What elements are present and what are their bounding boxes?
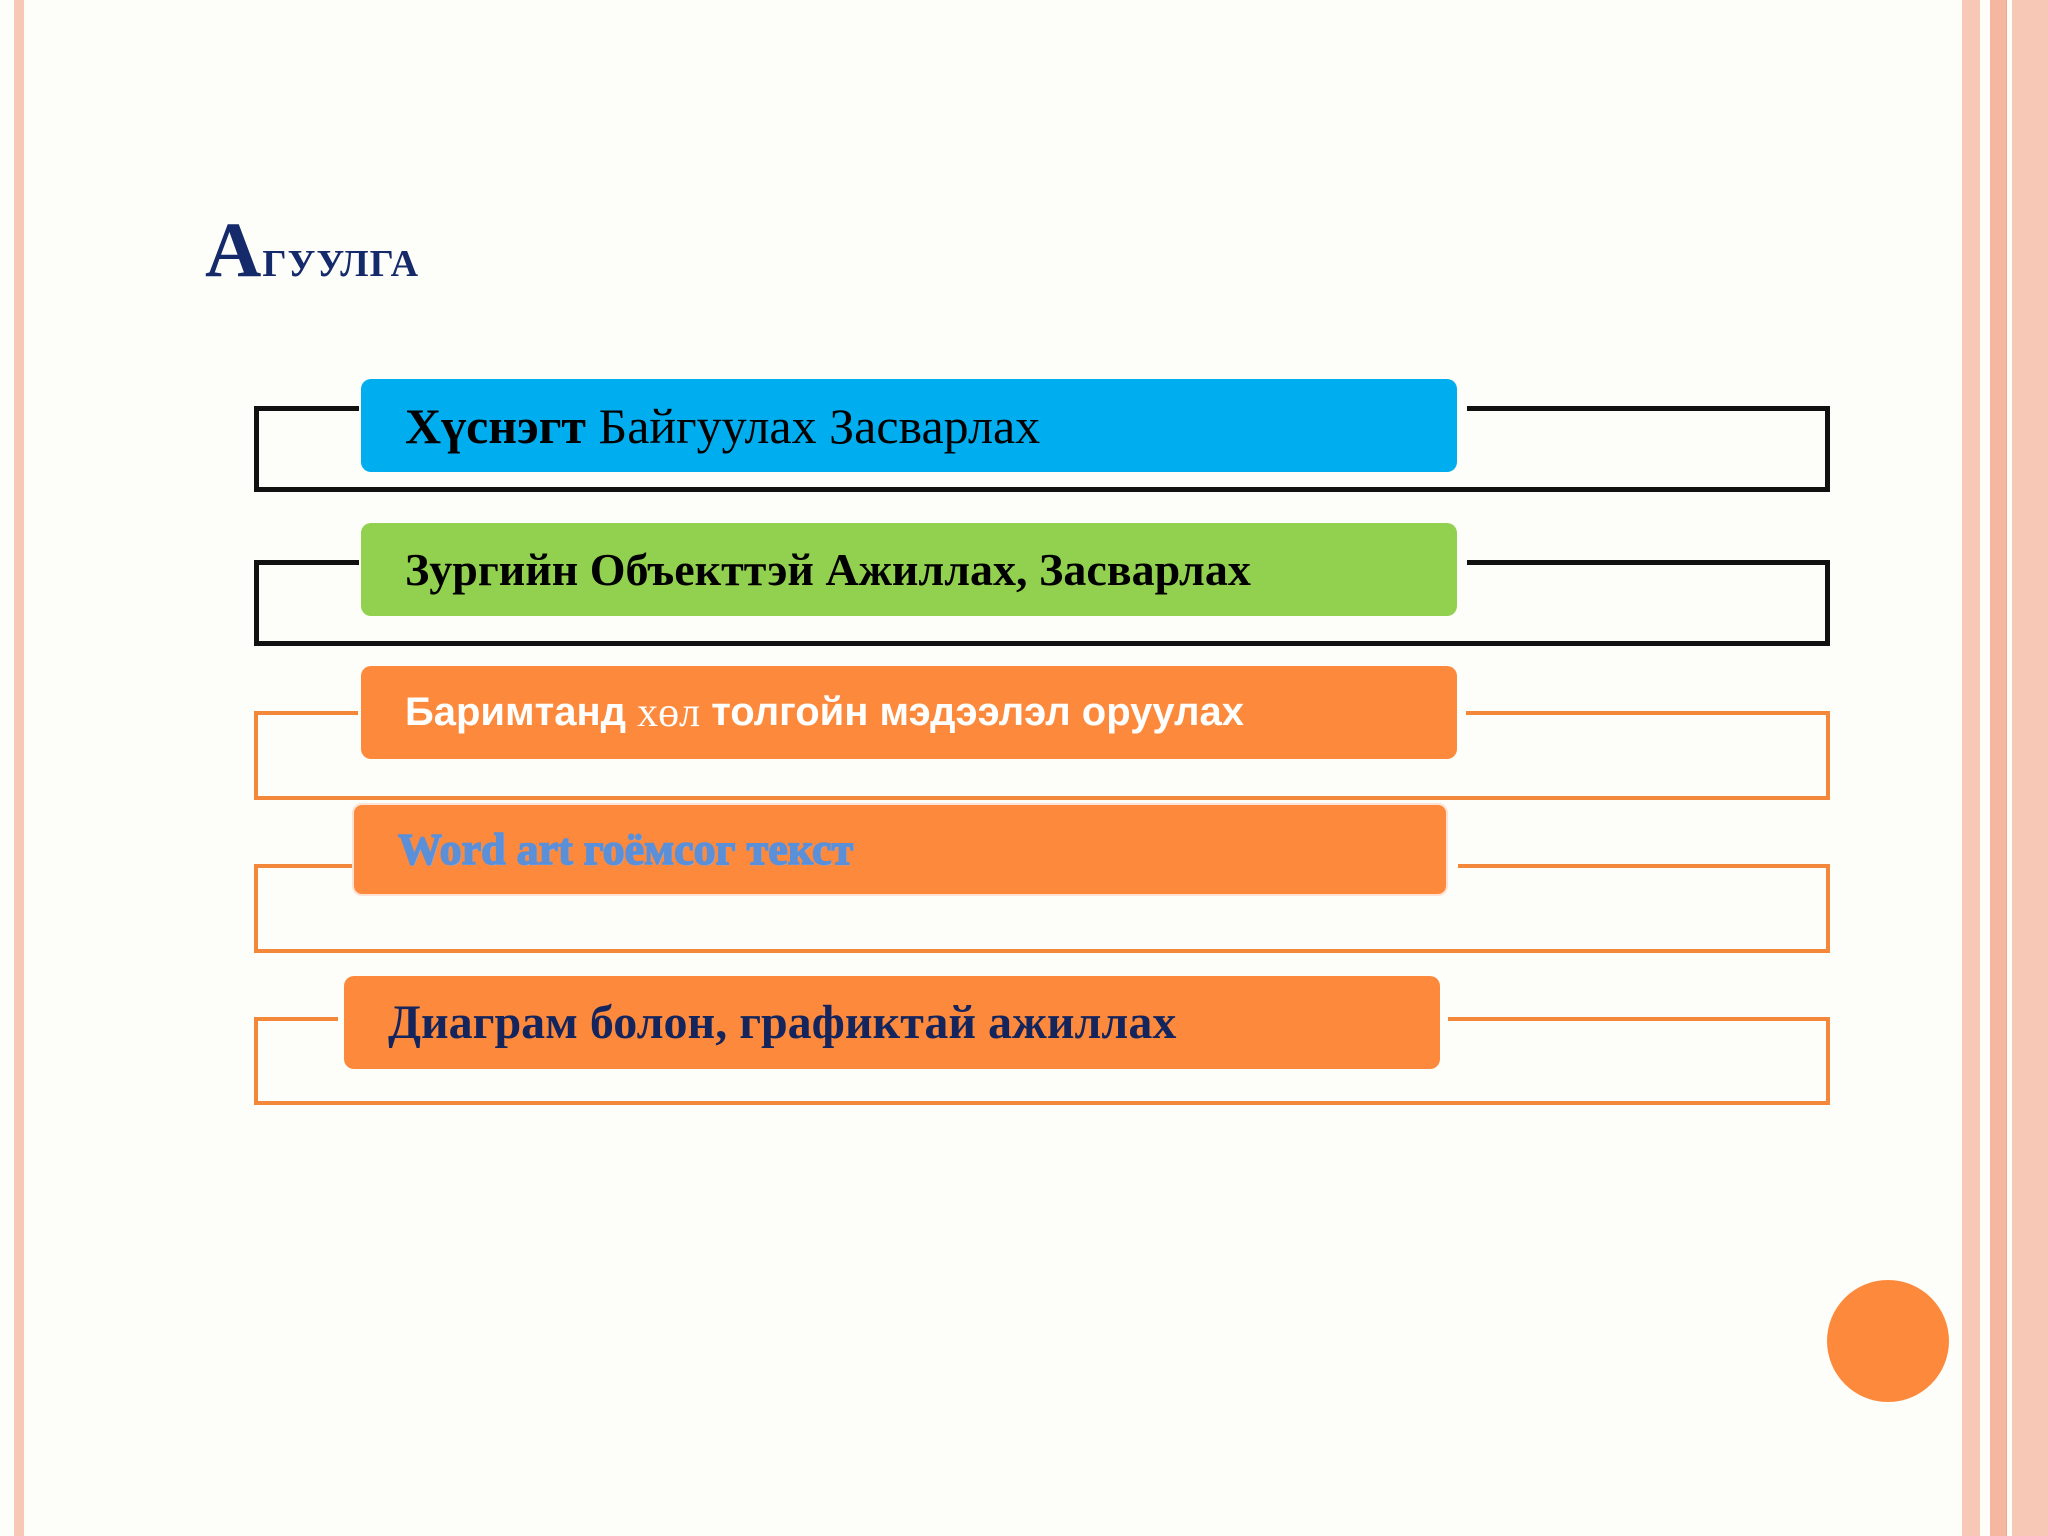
list-item-header-footer-part-b: хөл [637,689,701,736]
slide-title-rest: гуулга [262,228,420,288]
list-item-picture-objects [361,523,1457,616]
left-border-stripe [14,0,24,1536]
list-item-word-art [352,803,1448,896]
slide-title [205,205,419,295]
right-border-stripe-2 [1990,0,2006,1536]
list-item-table [361,379,1457,472]
list-item-picture-objects-label: Зургийн Объекттэй Ажиллах, Засварлах [405,544,1251,595]
right-border-stripe-3 [2012,0,2048,1536]
list-item-word-art-label: Word art гоёмсог текст [398,825,854,874]
list-item-table-rest: Байгуулах Засварлах [585,397,1041,454]
list-item-header-footer [361,666,1457,759]
list-item-table-bold: Хүснэгт [405,397,586,454]
list-item-header-footer-part-a: Баримтанд [405,690,638,734]
list-item-diagram-label: Диаграм болон, графиктай ажиллах [388,996,1177,1049]
list-item-diagram [344,976,1440,1069]
slide-title-initial: А [205,206,263,293]
list-item-header-footer-part-c: толгойн мэдээлэл оруулах [700,690,1244,734]
right-border-stripe [1962,0,1980,1536]
decorative-orange-circle [1827,1280,1949,1402]
